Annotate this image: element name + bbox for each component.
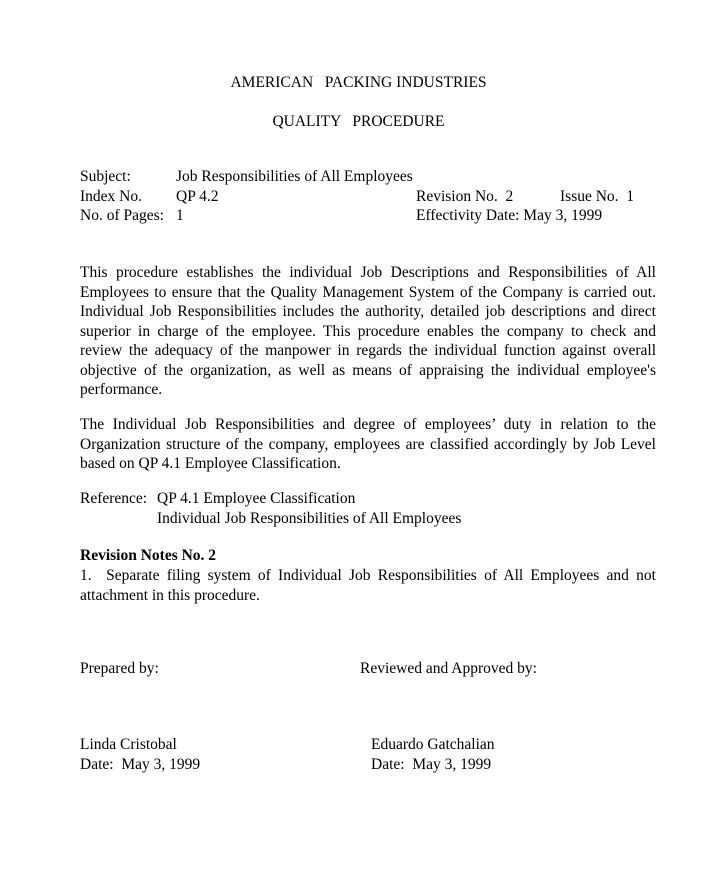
company-name: AMERICAN PACKING INDUSTRIES <box>230 74 487 91</box>
reference-item-1: QP 4.1 Employee Classification <box>157 490 356 507</box>
index-label: Index No. <box>80 188 142 205</box>
paragraph-classification: The Individual Job Responsibilities and degree of employees’ duty in relation to the Organization structure of the company, employees are classified accordingly by Job Level based on QP 4.1 Employee Classification. <box>80 416 656 472</box>
document-type: QUALITY PROCEDURE <box>272 113 445 130</box>
reference-label: Reference: <box>80 490 148 507</box>
issue-number: Issue No. 1 <box>560 188 635 205</box>
revision-note-1: 1. Separate filing system of Individual Job Responsibilities of All Employees and not attachment in this procedure. <box>80 567 660 604</box>
reference-item-2: Individual Job Responsibilities of All Employees <box>157 510 462 527</box>
subject-value: Job Responsibilities of All Employees <box>176 168 413 185</box>
effectivity-date: Effectivity Date: May 3, 1999 <box>416 207 603 224</box>
reviewer-name: Eduardo Gatchalian <box>371 736 495 753</box>
prepared-by-label: Prepared by: <box>80 660 159 677</box>
revision-notes-heading: Revision Notes No. 2 <box>80 547 217 564</box>
revision-number: Revision No. 2 <box>416 188 514 205</box>
reviewer-date: Date: May 3, 1999 <box>371 756 492 773</box>
index-value: QP 4.2 <box>176 188 219 205</box>
pages-value: 1 <box>176 207 184 224</box>
paragraph-purpose: This procedure establishes the individual Job Descriptions and Responsibilities of All Employees to ensure that the Quality Management System of the Company is carried out. Individual Job Responsibilities includes the authority, detailed job descriptions and direct superior in charge of the employee. This procedure enables the company to check and review the adequacy of the manpower in regards the individual function against overall objective of the organization, as well as means of appraising the individual employee's performance. <box>80 264 656 398</box>
reviewed-by-label: Reviewed and Approved by: <box>360 660 537 677</box>
subject-label: Subject: <box>80 168 131 185</box>
preparer-date: Date: May 3, 1999 <box>80 756 201 773</box>
preparer-name: Linda Cristobal <box>80 736 177 753</box>
pages-label: No. of Pages: <box>80 207 164 224</box>
